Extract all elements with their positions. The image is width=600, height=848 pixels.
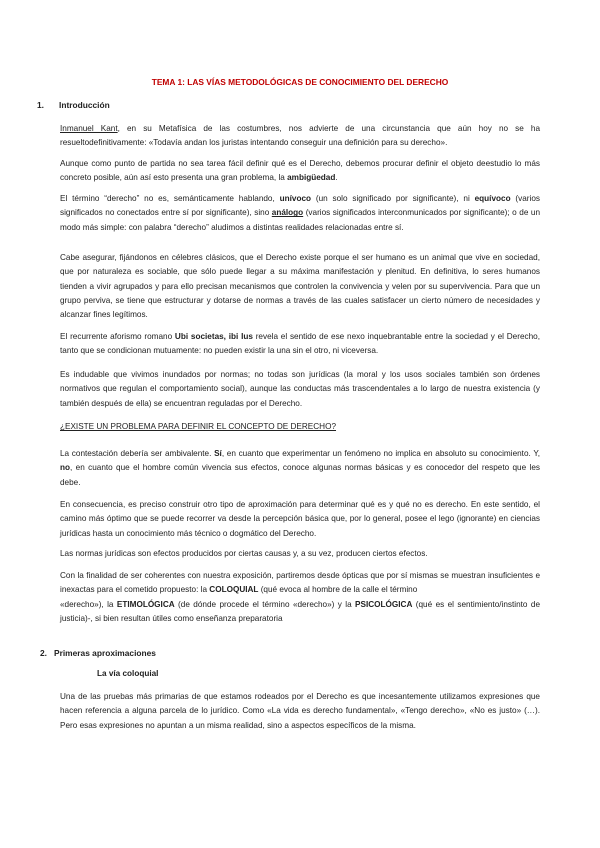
term-analogo: análogo: [271, 208, 304, 218]
term-etimologica: ETIMOLÓGICA: [116, 599, 175, 609]
subsection-via-coloquial: La vía coloquial: [97, 669, 159, 678]
paragraph-pruebas: Una de las pruebas más primarias de que estamos rodeados por el Derecho es que incesantemente utilizamos expresiones que hacen referencia a alguna parcela de lo jurídico. Como «La vida es derecho fundamental», «Tengo derecho», «No es justo» (…). Pero esas expresiones no apuntan a un misma realidad, sino a aspectos específicos de la misma.: [60, 692, 540, 730]
paragraph-consecuencia: En consecuencia, es preciso construir otro tipo de aproximación para determinar qué es y qué no es derecho. En este sentido, el camino más óptimo que se puede recorrer va desde la percepción básica que, por lo general, posee el lego (ignorante) en ciencias jurídicas hasta un conocimiento más técnico o dogmático del Derecho.: [60, 500, 540, 538]
paragraph-contestacion: La contestación debería ser ambivalente. Sí, en cuanto que experimentar un fenómeno no implica en absoluto su conocimiento. Y, no, en cuanto que el hombre común vivencia sus efectos, conoce algunas normas básicas y es conocedor del respeto que les debe.: [60, 449, 540, 487]
section-number: 2.: [40, 648, 47, 658]
paragraph-termino-derecho: El término “derecho” no es, semánticamente hablando, unívoco (un solo significado por significante), ni equívoco (varios significados no conectados entre sí por significante), sino análogo (varios significados interconmunicados por significante); o de un modo más simple: con palabra “derecho” aludimos a distintas realidades relacionadas entre sí.: [60, 194, 540, 232]
paragraph-kant: Inmanuel Kant, en su Metafísica de las costumbres, nos advierte de una circunstancia que aún hoy no se ha resueltodefinitivamente: «Todavía andan los juristas intentando conseguir una definición para su derecho».: [60, 124, 540, 148]
term-coloquial: COLOQUIAL: [209, 585, 259, 595]
term-no: no: [60, 463, 71, 473]
document-title: TEMA 1: LAS VÍAS METODOLÓGICAS DE CONOCIMIENTO DEL DERECHO: [151, 77, 449, 87]
section-title: Introducción: [59, 100, 110, 110]
term-ubi-societas: Ubi societas, ibi Ius: [174, 332, 253, 341]
term-univoco: unívoco: [279, 194, 311, 203]
paragraph-causas: Las normas jurídicas son efectos producidos por ciertas causas y, a su vez, producen ciertos efectos.: [60, 549, 428, 558]
section-heading-introduccion: [37, 100, 110, 110]
term-equivoco: equívoco: [474, 194, 511, 203]
term-si: Sí: [214, 449, 222, 458]
paragraph-opticas: Con la finalidad de ser coherentes con nuestra exposición, partiremos desde ópticas que por sí mismas se muestran insuficientes e inexactas para el cometido propuesto: la COLOQUIAL (qué evoca al hombre de la calle el término «derecho»), la ETIMOLÓGICA (de dónde procede el término «derecho») y la PSICOLÓGICA (qué es el sentimiento/instinto de justicia)-, si bien resultan útiles como enseñanza preparatoria: [60, 571, 540, 623]
term-ambiguedad: ambigüedad: [287, 173, 336, 183]
term-psicologica: PSICOLÓGICA: [355, 599, 413, 609]
paragraph-ambiguedad: Aunque como punto de partida no sea tarea fácil definir qué es el Derecho, debemos procurar definir el objeto deestudio lo más concreto posible, aún así esto presenta una gran problema, la ambigüedad.: [60, 159, 540, 183]
question-heading: ¿EXISTE UN PROBLEMA PARA DEFINIR EL CONCEPTO DE DERECHO?: [60, 422, 337, 431]
section-number: 1.: [37, 100, 44, 110]
paragraph-aforismo: El recurrente aforismo romano Ubi societas, ibi Ius revela el sentido de ese nexo inquebrantable entre la sociedad y el Derecho, tanto que se condicionan mutuamente: no pueden existir la una sin el otro, ni viceversa.: [60, 332, 540, 356]
section-title: Primeras aproximaciones: [54, 648, 156, 658]
section-heading-primeras: [40, 648, 156, 658]
paragraph-ser-humano: Cabe asegurar, fijándonos en célebres clásicos, que el Derecho existe porque el ser humano es un animal que vive en sociedad, que por naturaleza es sociable, que sólo puede llegar a su máxima manifestación y plenitud. En definitiva, lo seres humanos tienden a vivir agrupados y para ello precisan mecanismos que controlen la convivencia y velen por su supervivencia. Para que un grupo perviva, se tiene que estructurar y dotarse de normas a través de las cuales satisfacer un cierto número de necesidades y alcanzar fines legítimos.: [60, 253, 540, 320]
paragraph-normas: Es indudable que vivimos inundados por normas; no todas son jurídicas (la moral y los usos sociales también son órdenes normativos que regulan el comportamiento social), aunque las conductas más trascendentales a lo largo de nuestra existencia (y también después de ella) se encuentran reguladas por el Derecho.: [60, 370, 540, 408]
kant-name: Inmanuel Kant: [60, 124, 118, 133]
